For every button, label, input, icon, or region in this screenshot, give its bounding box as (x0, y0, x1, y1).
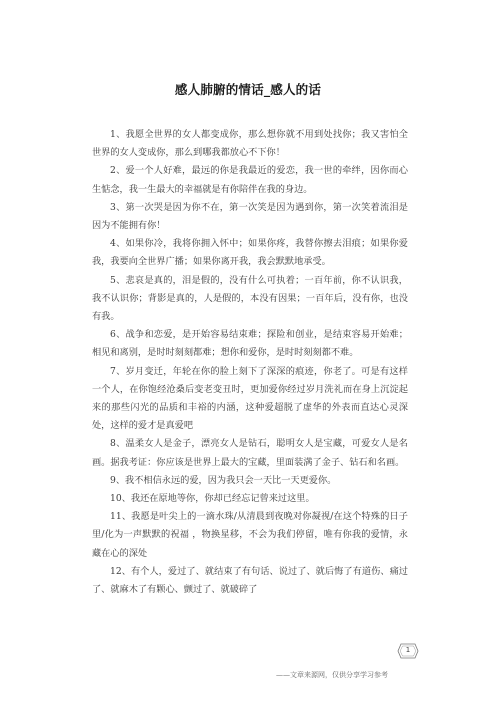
paragraph: 1、我愿全世界的女人都变成你，那么想你就不用到处找你；我又害怕全世界的女人变成你，那么到哪我都放心不下你！ (92, 129, 408, 159)
paragraph: 3、第一次哭是因为你不在，第一次笑是因为遇到你，第一次笑着流泪是因为不能拥有你！ (92, 201, 408, 232)
paragraph: 10、我还在原地等你，你却已经忘记曾来过这里。 (110, 493, 315, 505)
source-note: ——文章来源网，仅供分享学习参考 (276, 671, 388, 679)
document-title: 感人肺腑的情话_感人的话 (174, 82, 322, 97)
paragraph: 4、如果你冷，我将你拥入怀中；如果你疼，我替你擦去泪痕；如果你爱我，我要向全世界广播；如果你离开我，我会默默地承受。 (92, 238, 408, 268)
paragraph: 6、战争和恋爱，是开始容易结束难；探险和创业，是结束容易开始难；相见和离别，是时时刻刻都难；想你和爱你，是时时刻刻都不难。 (92, 329, 408, 359)
paragraph: 12、有个人，爱过了、就结束了有句话、说过了、就后悔了有道伤、痛过了、就麻木了有颗心、颤过了、就破碎了 (92, 565, 408, 596)
paragraph: 11、我愿是叶尖上的一滴水珠/从清晨到夜晚对你凝视/在这个特殊的日子里/化为一声默默的祝福 ，物换星移，不会为我们停留，唯有你我的爱情，永藏在心的深处 (92, 511, 408, 559)
document-body (92, 126, 408, 599)
paragraph: 2、爱一个人好难，最远的你是我最近的爱恋，我一世的牵绊，因你而心生惦念，我一生最大的幸福就是有你陪伴在我的身边。 (92, 165, 408, 195)
page-number-badge (397, 643, 419, 659)
paragraph: 7、岁月变迁，年轮在你的脸上刻下了深深的痕迹，你老了。可是有这样一个人，在你饱经沧桑后变老变丑时，更加爱你经过岁月洗礼而在身上沉淀起来的那些闪光的品质和丰裕的内涵，这种爱超脱了虚华的外表而直达心灵深处，这样的爱才是真爱吧 (92, 365, 408, 432)
paragraph: 5、悲哀是真的，泪是假的，没有什么可执着；一百年前，你不认识我，我不认识你；背影是真的，人是假的，本没有因果；一百年后，没有你，也没有我。 (92, 274, 408, 323)
page-number: 1 (405, 646, 411, 654)
paragraph: 8、温柔女人是金子，漂亮女人是钻石，聪明女人是宝藏，可爱女人是名画。据我考证：你应该是世界上最大的宝藏，里面装满了金子、钻石和名画。 (92, 438, 408, 468)
paragraph: 9、我不相信永远的爱，因为我只会一天比一天更爱你。 (110, 474, 337, 486)
